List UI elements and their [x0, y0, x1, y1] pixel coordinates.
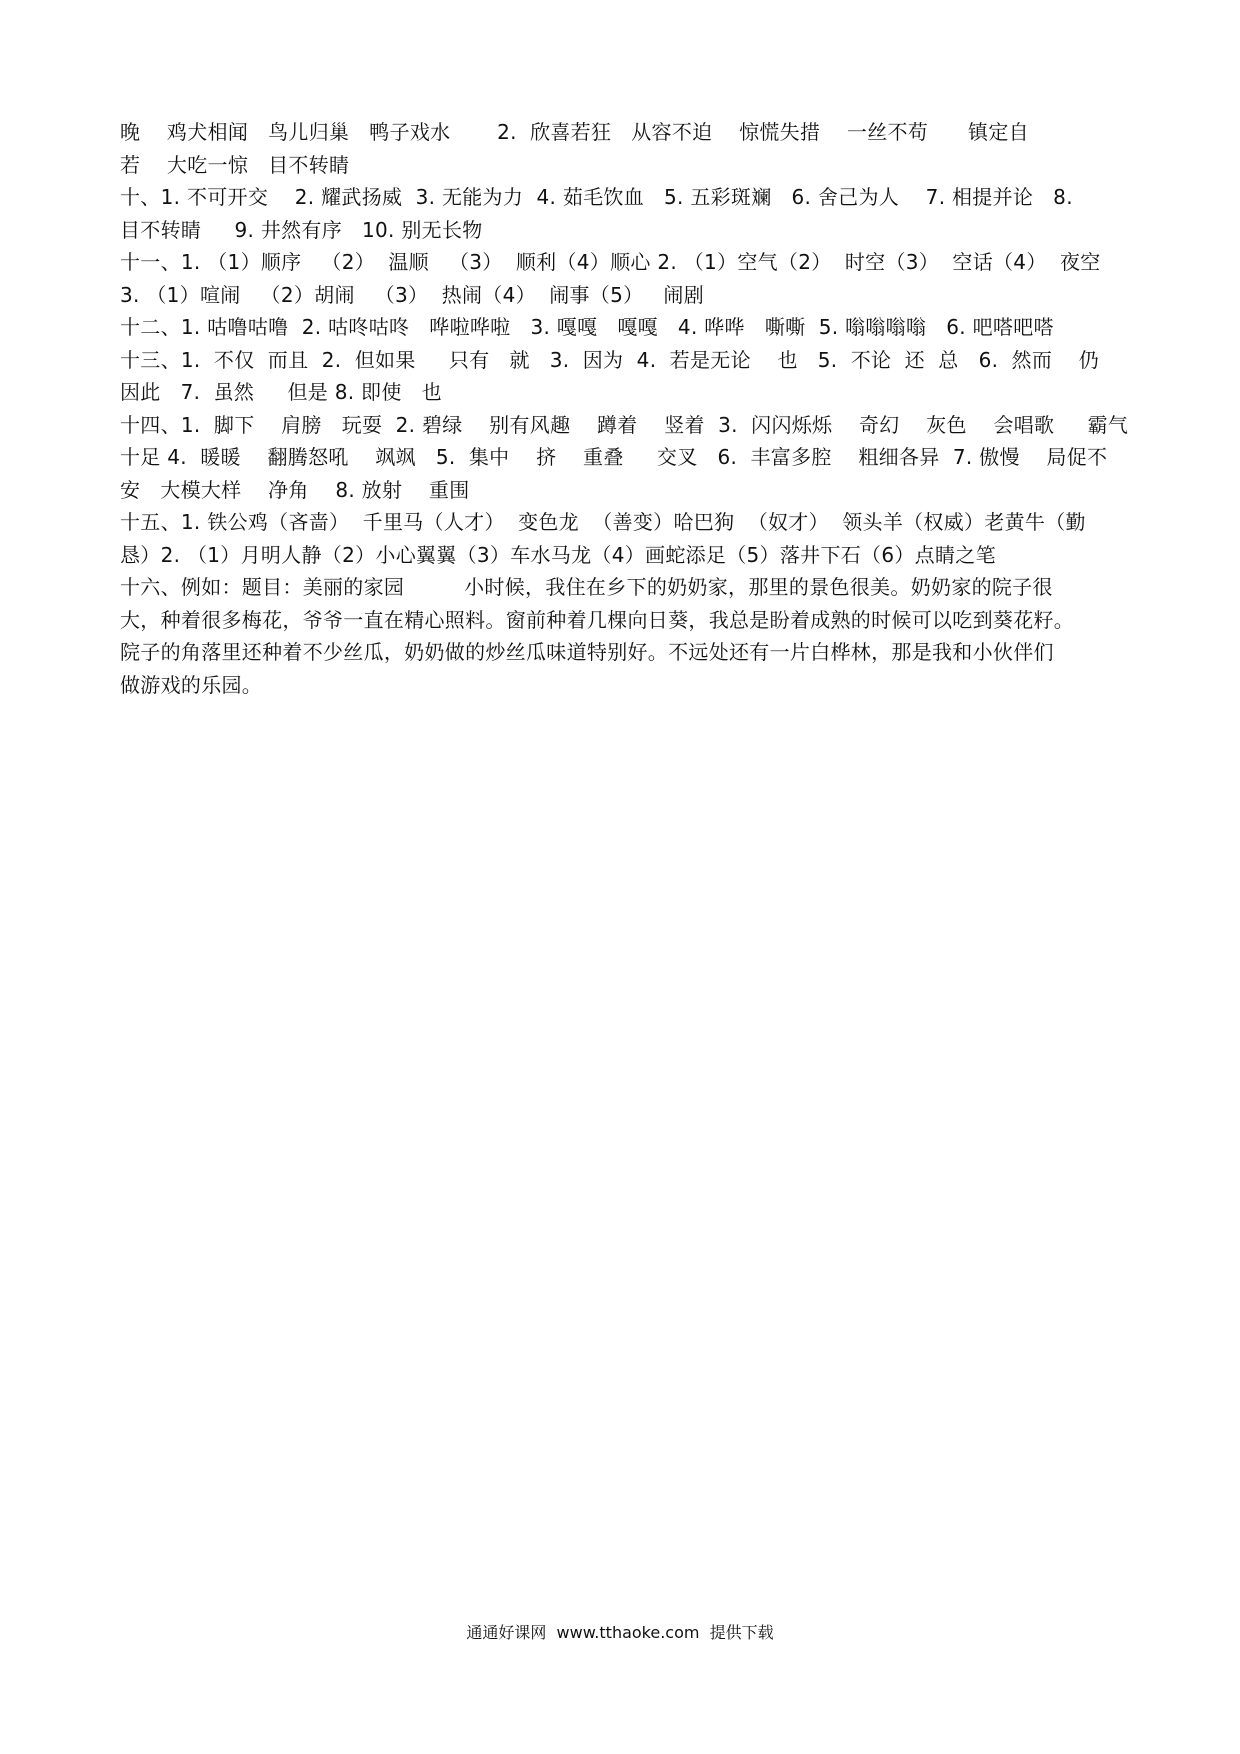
text-line: 恳）2. （1）月明人静（2）小心翼翼（3）车水马龙（4）画蛇添足（5）落井下石（6）点睛之笔 — [120, 542, 996, 567]
text-line: 目不转睛 9. 井然有序 10. 别无长物 — [120, 217, 483, 242]
text-line: 安 大模大样 净角 8. 放射 重围 — [120, 477, 470, 502]
text-line: 十足 4. 暖暖 翻腾怒吼 飒飒 5. 集中 挤 重叠 交叉 6. 丰富多腔 粗细各异 7. 傲慢 局促不 — [120, 445, 1108, 469]
text-line: 十六、例如：题目：美丽的家园 小时候，我住在乡下的奶奶家，那里的景色很美。奶奶家的院子很 — [120, 575, 1053, 599]
text-line: 晚 鸡犬相闻 鸟儿归巢 鸭子戏水 2. 欣喜若狂 从容不迫 惊慌失措 一丝不苟 镇定自 — [120, 120, 1029, 144]
text-line: 十、1. 不可开交 2. 耀武扬威 3. 无能为力 4. 茹毛饮血 5. 五彩斑斓 6. 舍己为人 7. 相提并论 8. — [120, 185, 1073, 209]
text-line: 院子的角落里还种着不少丝瓜，奶奶做的炒丝瓜味道特别好。不远处还有一片白桦林，那是我和小伙伴们 — [120, 640, 1054, 664]
text-line: 大，种着很多梅花，爷爷一直在精心照料。窗前种着几棵向日葵，我总是盼着成熟的时候可以吃到葵花籽。 — [120, 607, 1075, 632]
text-line: 3. （1）喧闹 （2）胡闹 （3） 热闹（4） 闹事（5） 闹剧 — [120, 282, 705, 307]
text-line: 若 大吃一惊 目不转睛 — [120, 152, 350, 177]
footer-source-link[interactable]: 通通好课网 www.tthaoke.com 提供下载 — [466, 1623, 774, 1642]
text-line: 十五、1. 铁公鸡（吝啬） 千里马（人才） 变色龙 （善变）哈巴狗 （奴才） 领头羊（权威）老黄牛（勤 — [120, 510, 1086, 534]
text-line: 做游戏的乐园。 — [120, 672, 263, 697]
text-line: 十二、1. 咕噜咕噜 2. 咕咚咕咚 哗啦哗啦 3. 嘎嘎 嘎嘎 4. 哗哗 嘶嘶 5. 嗡嗡嗡嗡 6. 吧嗒吧嗒 — [120, 315, 1054, 339]
text-line: 十三、1. 不仅 而且 2. 但如果 只有 就 3. 因为 4. 若是无论 也 5. 不论 还 总 6. 然而 仍 — [120, 347, 1100, 372]
text-line: 十四、1. 脚下 肩膀 玩耍 2. 碧绿 别有风趣 蹲着 竖着 3. 闪闪烁烁 奇幻 灰色 会唱歌 霸气 — [120, 412, 1129, 437]
answer-key-text — [120, 116, 1130, 701]
text-line: 十一、1. （1）顺序 （2） 温顺 （3） 顺利（4）顺心 2. （1）空气（2） 时空（3） 空话（4） 夜空 — [120, 250, 1101, 274]
text-line: 因此 7. 虽然 但是 8. 即使 也 — [120, 380, 442, 404]
